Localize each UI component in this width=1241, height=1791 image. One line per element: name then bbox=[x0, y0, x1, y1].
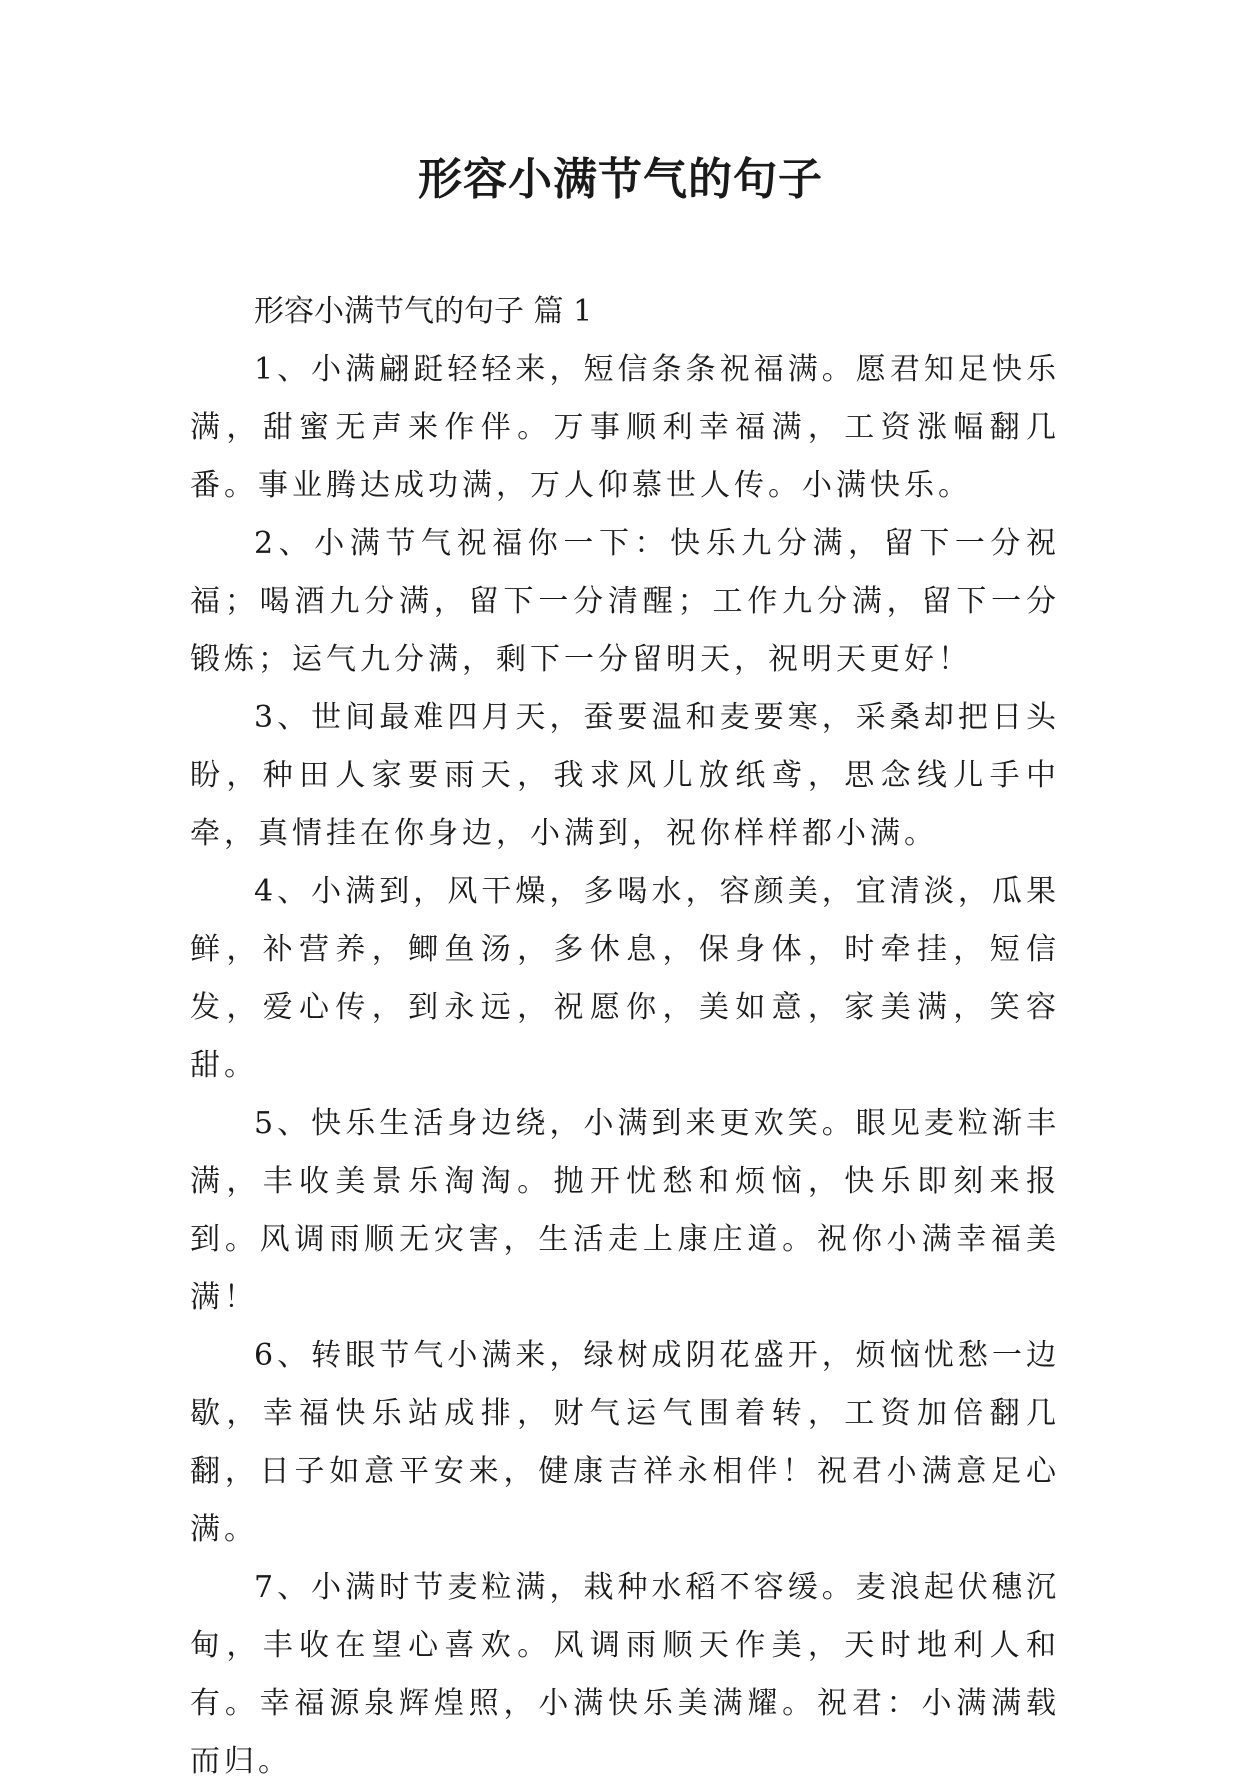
paragraph-7: 7、小满时节麦粒满，栽种水稻不容缓。麦浪起伏穗沉甸，丰收在望心喜欢。风调雨顺天作美，天时地利人和有。幸福源泉辉煌照，小满快乐美满耀。祝君：小满满载而归。 bbox=[190, 1570, 1060, 1779]
document-body bbox=[190, 283, 1060, 1791]
paragraph-3: 3、世间最难四月天，蚕要温和麦要寒，采桑却把日头盼，种田人家要雨天，我求风儿放纸鸢，思念线儿手中牵，真情挂在你身边，小满到，祝你样样都小满。 bbox=[190, 700, 1060, 851]
paragraph-5: 5、快乐生活身边绕，小满到来更欢笑。眼见麦粒渐丰满，丰收美景乐淘淘。抛开忧愁和烦恼，快乐即刻来报到。风调雨顺无灾害，生活走上康庄道。祝你小满幸福美满！ bbox=[190, 1106, 1060, 1315]
document-title: 形容小满节气的句子 bbox=[418, 154, 823, 205]
paragraph-6: 6、转眼节气小满来，绿树成阴花盛开，烦恼忧愁一边歇，幸福快乐站成排，财气运气围着转，工资加倍翻几翻，日子如意平安来，健康吉祥永相伴！祝君小满意足心满。 bbox=[190, 1338, 1060, 1547]
section-heading: 形容小满节气的句子 篇 1 bbox=[254, 294, 593, 329]
paragraph-2: 2、小满节气祝福你一下：快乐九分满，留下一分祝福；喝酒九分满，留下一分清醒；工作九分满，留下一分锻炼；运气九分满，剩下一分留明天，祝明天更好！ bbox=[190, 526, 1060, 677]
paragraph-1: 1、小满翩跹轻轻来，短信条条祝福满。愿君知足快乐满，甜蜜无声来作伴。万事顺利幸福满，工资涨幅翻几番。事业腾达成功满，万人仰慕世人传。小满快乐。 bbox=[190, 352, 1060, 503]
paragraph-4: 4、小满到，风干燥，多喝水，容颜美，宜清淡，瓜果鲜，补营养，鲫鱼汤，多休息，保身体，时牵挂，短信发，爱心传，到永远，祝愿你，美如意，家美满，笑容甜。 bbox=[190, 874, 1060, 1083]
